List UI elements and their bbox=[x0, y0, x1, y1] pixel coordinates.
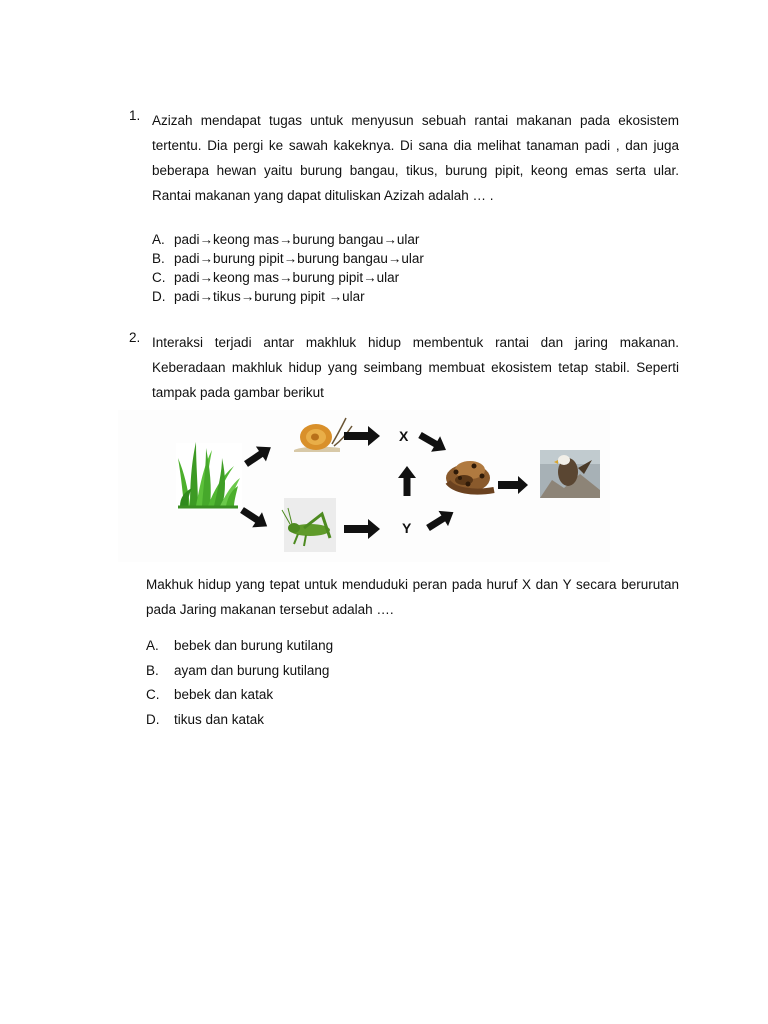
question-text: Interaksi terjadi antar makhluk hidup membentuk rantai dan jaring makanan. Keberadaan makhluk hidup yang seimbang membuat ekosistem tetap stabil. Seperti tampak pada gambar berikut bbox=[152, 335, 679, 400]
question-text: Azizah mendapat tugas untuk menyusun sebuah rantai makanan pada ekosistem tertentu. Dia pergi ke sawah kakeknya. Di sana dia melihat tanaman padi , dan juga beberapa hewan yaitu burung bangau, tikus, burung pipit, keong emas serta ular. Rantai makanan yang dapat dituliskan Azizah adalah … . bbox=[152, 113, 679, 203]
option-text: bebek dan katak bbox=[174, 687, 274, 702]
option-text: tikus dan katak bbox=[174, 711, 265, 727]
answer-options bbox=[146, 634, 679, 732]
grass-image bbox=[176, 442, 242, 509]
option-text: padi→keong mas→burung pipit→ular bbox=[174, 270, 400, 285]
question-text: Makhuk hidup yang tepat untuk menduduki peran pada huruf X dan Y secara berurutan pada Jaring makanan tersebut adalah …. bbox=[146, 577, 679, 617]
option-label: A. bbox=[146, 638, 159, 653]
option-label: D. bbox=[152, 289, 166, 304]
option-text: ayam dan burung kutilang bbox=[174, 662, 330, 678]
option-d[interactable] bbox=[146, 708, 679, 733]
option-label: B. bbox=[152, 251, 165, 266]
eagle-image bbox=[540, 450, 600, 498]
arrow-icon bbox=[498, 476, 528, 494]
answer-options bbox=[152, 230, 679, 306]
snail-image bbox=[294, 418, 352, 452]
option-c[interactable] bbox=[152, 268, 679, 287]
option-b[interactable] bbox=[152, 249, 679, 268]
option-d[interactable] bbox=[152, 287, 679, 306]
food-web-diagram bbox=[118, 410, 610, 562]
option-label: C. bbox=[152, 270, 166, 285]
grasshopper-image bbox=[282, 498, 336, 552]
option-label: B. bbox=[146, 662, 159, 678]
arrow-icon bbox=[237, 502, 272, 533]
option-label: A. bbox=[152, 232, 165, 247]
snake-image bbox=[446, 461, 494, 492]
option-c[interactable] bbox=[146, 683, 679, 708]
arrow-icon bbox=[423, 504, 458, 535]
label-y: Y bbox=[402, 520, 412, 536]
question-2-prompt bbox=[146, 572, 679, 732]
option-text: padi→keong mas→burung bangau→ular bbox=[174, 232, 420, 247]
arrow-icon bbox=[398, 466, 416, 496]
option-a[interactable] bbox=[152, 230, 679, 249]
question-1 bbox=[129, 108, 679, 306]
arrow-icon bbox=[416, 427, 451, 458]
arrow-icon bbox=[344, 519, 380, 539]
question-number: 2. bbox=[129, 330, 141, 345]
option-label: D. bbox=[146, 711, 160, 727]
question-2 bbox=[129, 330, 679, 405]
option-text: bebek dan burung kutilang bbox=[174, 638, 334, 653]
question-number: 1. bbox=[129, 108, 141, 123]
arrow-icon bbox=[241, 440, 276, 472]
option-label: C. bbox=[146, 687, 160, 702]
option-a[interactable] bbox=[146, 634, 679, 659]
option-b[interactable] bbox=[146, 659, 679, 684]
option-text: padi→tikus→burung pipit →ular bbox=[174, 289, 365, 304]
label-x: X bbox=[399, 428, 409, 444]
food-web-figure bbox=[118, 410, 610, 562]
option-text: padi→burung pipit→burung bangau→ular bbox=[174, 251, 424, 266]
